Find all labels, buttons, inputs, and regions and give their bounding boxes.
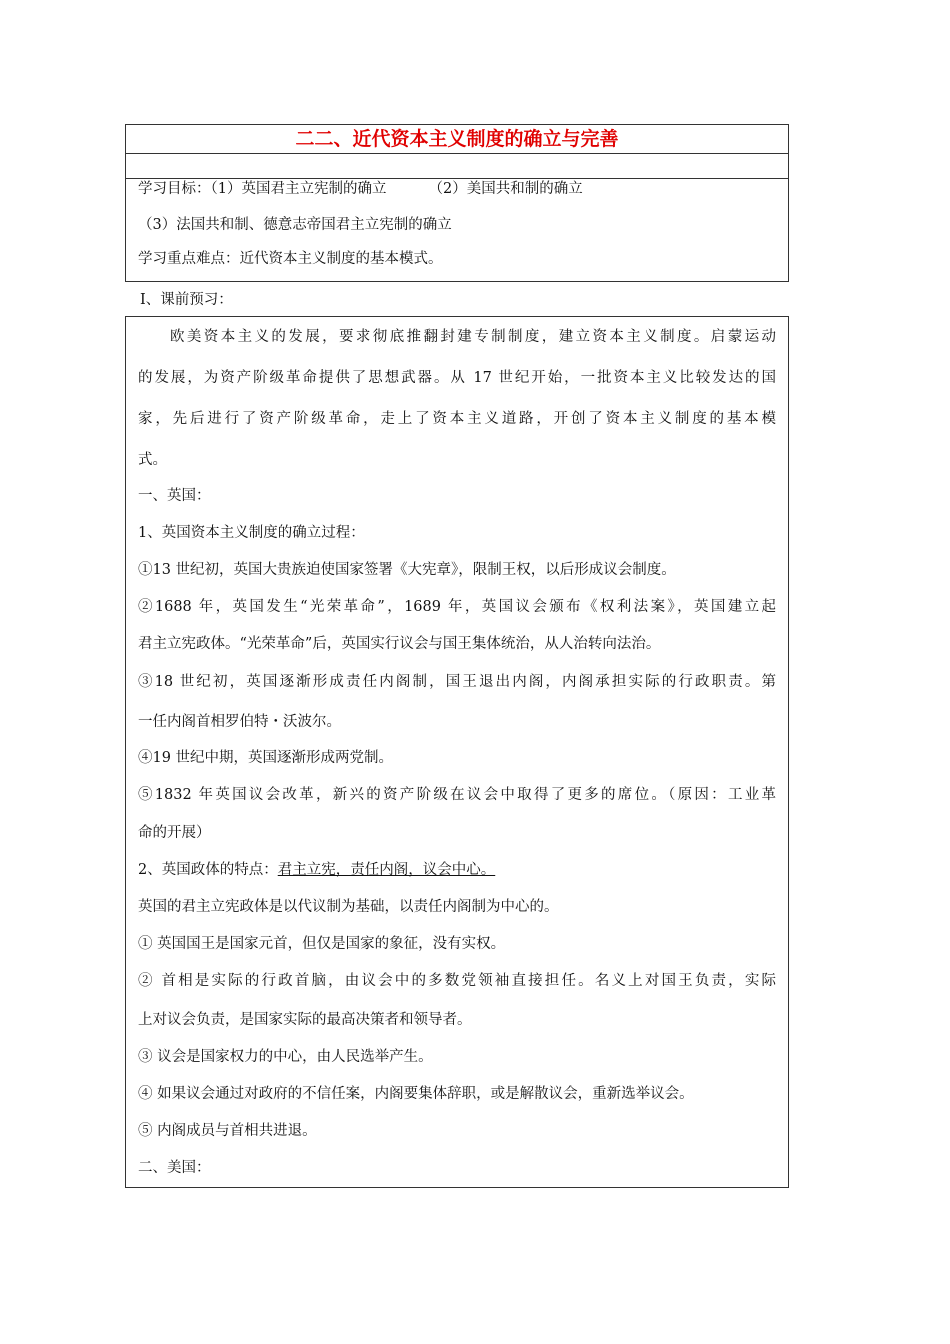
process-item-5a: ⑤1832 年英国议会改革，新兴的资产阶级在议会中取得了更多的席位。（原因：工业革 xyxy=(138,787,776,803)
learning-goals-line xyxy=(138,177,583,198)
goal-2: （2）美国共和制的确立 xyxy=(428,181,583,197)
goal-3: （3）法国共和制、德意志帝国君主立宪制的确立 xyxy=(138,217,452,233)
section-heading: Ⅰ、课前预习： xyxy=(140,292,233,308)
features-line xyxy=(138,858,495,879)
heading-england: 一、英国： xyxy=(138,488,211,504)
feature-item-3: ③ 议会是国家权力的中心，由人民选举产生。 xyxy=(138,1049,433,1065)
process-item-4: ④19 世纪中期，英国逐渐形成两党制。 xyxy=(138,750,394,766)
basis-line: 英国的君主立宪政体是以代议制为基础，以责任内阁制为中心的。 xyxy=(138,899,559,915)
features-value: 君主立宪，责任内阁，议会中心。 xyxy=(277,862,496,878)
process-item-5b: 命的开展） xyxy=(138,825,211,841)
features-label: 2、英国政体的特点： xyxy=(138,862,278,878)
intro-line-3: 家，先后进行了资产阶级革命，走上了资本主义道路，开创了资本主义制度的基本模 xyxy=(138,411,776,427)
feature-item-2a: ② 首相是实际的行政首脑，由议会中的多数党领袖直接担任。名义上对国王负责，实际 xyxy=(138,973,776,989)
heading-usa: 二、美国： xyxy=(138,1160,211,1176)
content-box xyxy=(125,316,789,1188)
objectives-table xyxy=(125,124,789,282)
process-item-3b: 一任内阁首相罗伯特・沃波尔。 xyxy=(138,714,341,730)
feature-item-1: ① 英国国王是国家元首，但仅是国家的象征，没有实权。 xyxy=(138,936,506,952)
goal-1: 学习目标：（1）英国君主立宪制的确立 xyxy=(138,181,387,197)
process-item-3a: ③18 世纪初，英国逐渐形成责任内阁制，国王退出内阁，内阁承担实际的行政职责。第 xyxy=(138,674,776,690)
empty-row xyxy=(126,154,788,179)
intro-line-2: 的发展，为资产阶级革命提供了思想武器。从 17 世纪开始，一批资本主义比较发达的国 xyxy=(138,370,776,386)
feature-item-4: ④ 如果议会通过对政府的不信任案，内阁要集体辞职，或是解散议会，重新选举议会。 xyxy=(138,1086,694,1102)
process-item-2a: ②1688 年，英国发生“光荣革命”，1689 年，英国议会颁布《权利法案》，英国建立起 xyxy=(138,599,776,615)
feature-item-5: ⑤ 内阁成员与首相共进退。 xyxy=(138,1123,317,1139)
heading-process: 1、英国资本主义制度的确立过程： xyxy=(138,525,365,541)
key-points: 学习重点难点：近代资本主义制度的基本模式。 xyxy=(138,251,443,267)
process-item-2b: 君主立宪政体。“光荣革命”后，英国实行议会与国王集体统治，从人治转向法治。 xyxy=(138,636,661,652)
process-item-1: ①13 世纪初，英国大贵族迫使国家签署《大宪章》，限制王权，以后形成议会制度。 xyxy=(138,562,676,578)
intro-line-4: 式。 xyxy=(138,452,167,468)
intro-line-1: 欧美资本主义的发展，要求彻底推翻封建专制制度，建立资本主义制度。启蒙运动 xyxy=(170,329,776,345)
page-title: 二二、近代资本主义制度的确立与完善 xyxy=(126,125,788,154)
feature-item-2b: 上对议会负责，是国家实际的最高决策者和领导者。 xyxy=(138,1012,472,1028)
